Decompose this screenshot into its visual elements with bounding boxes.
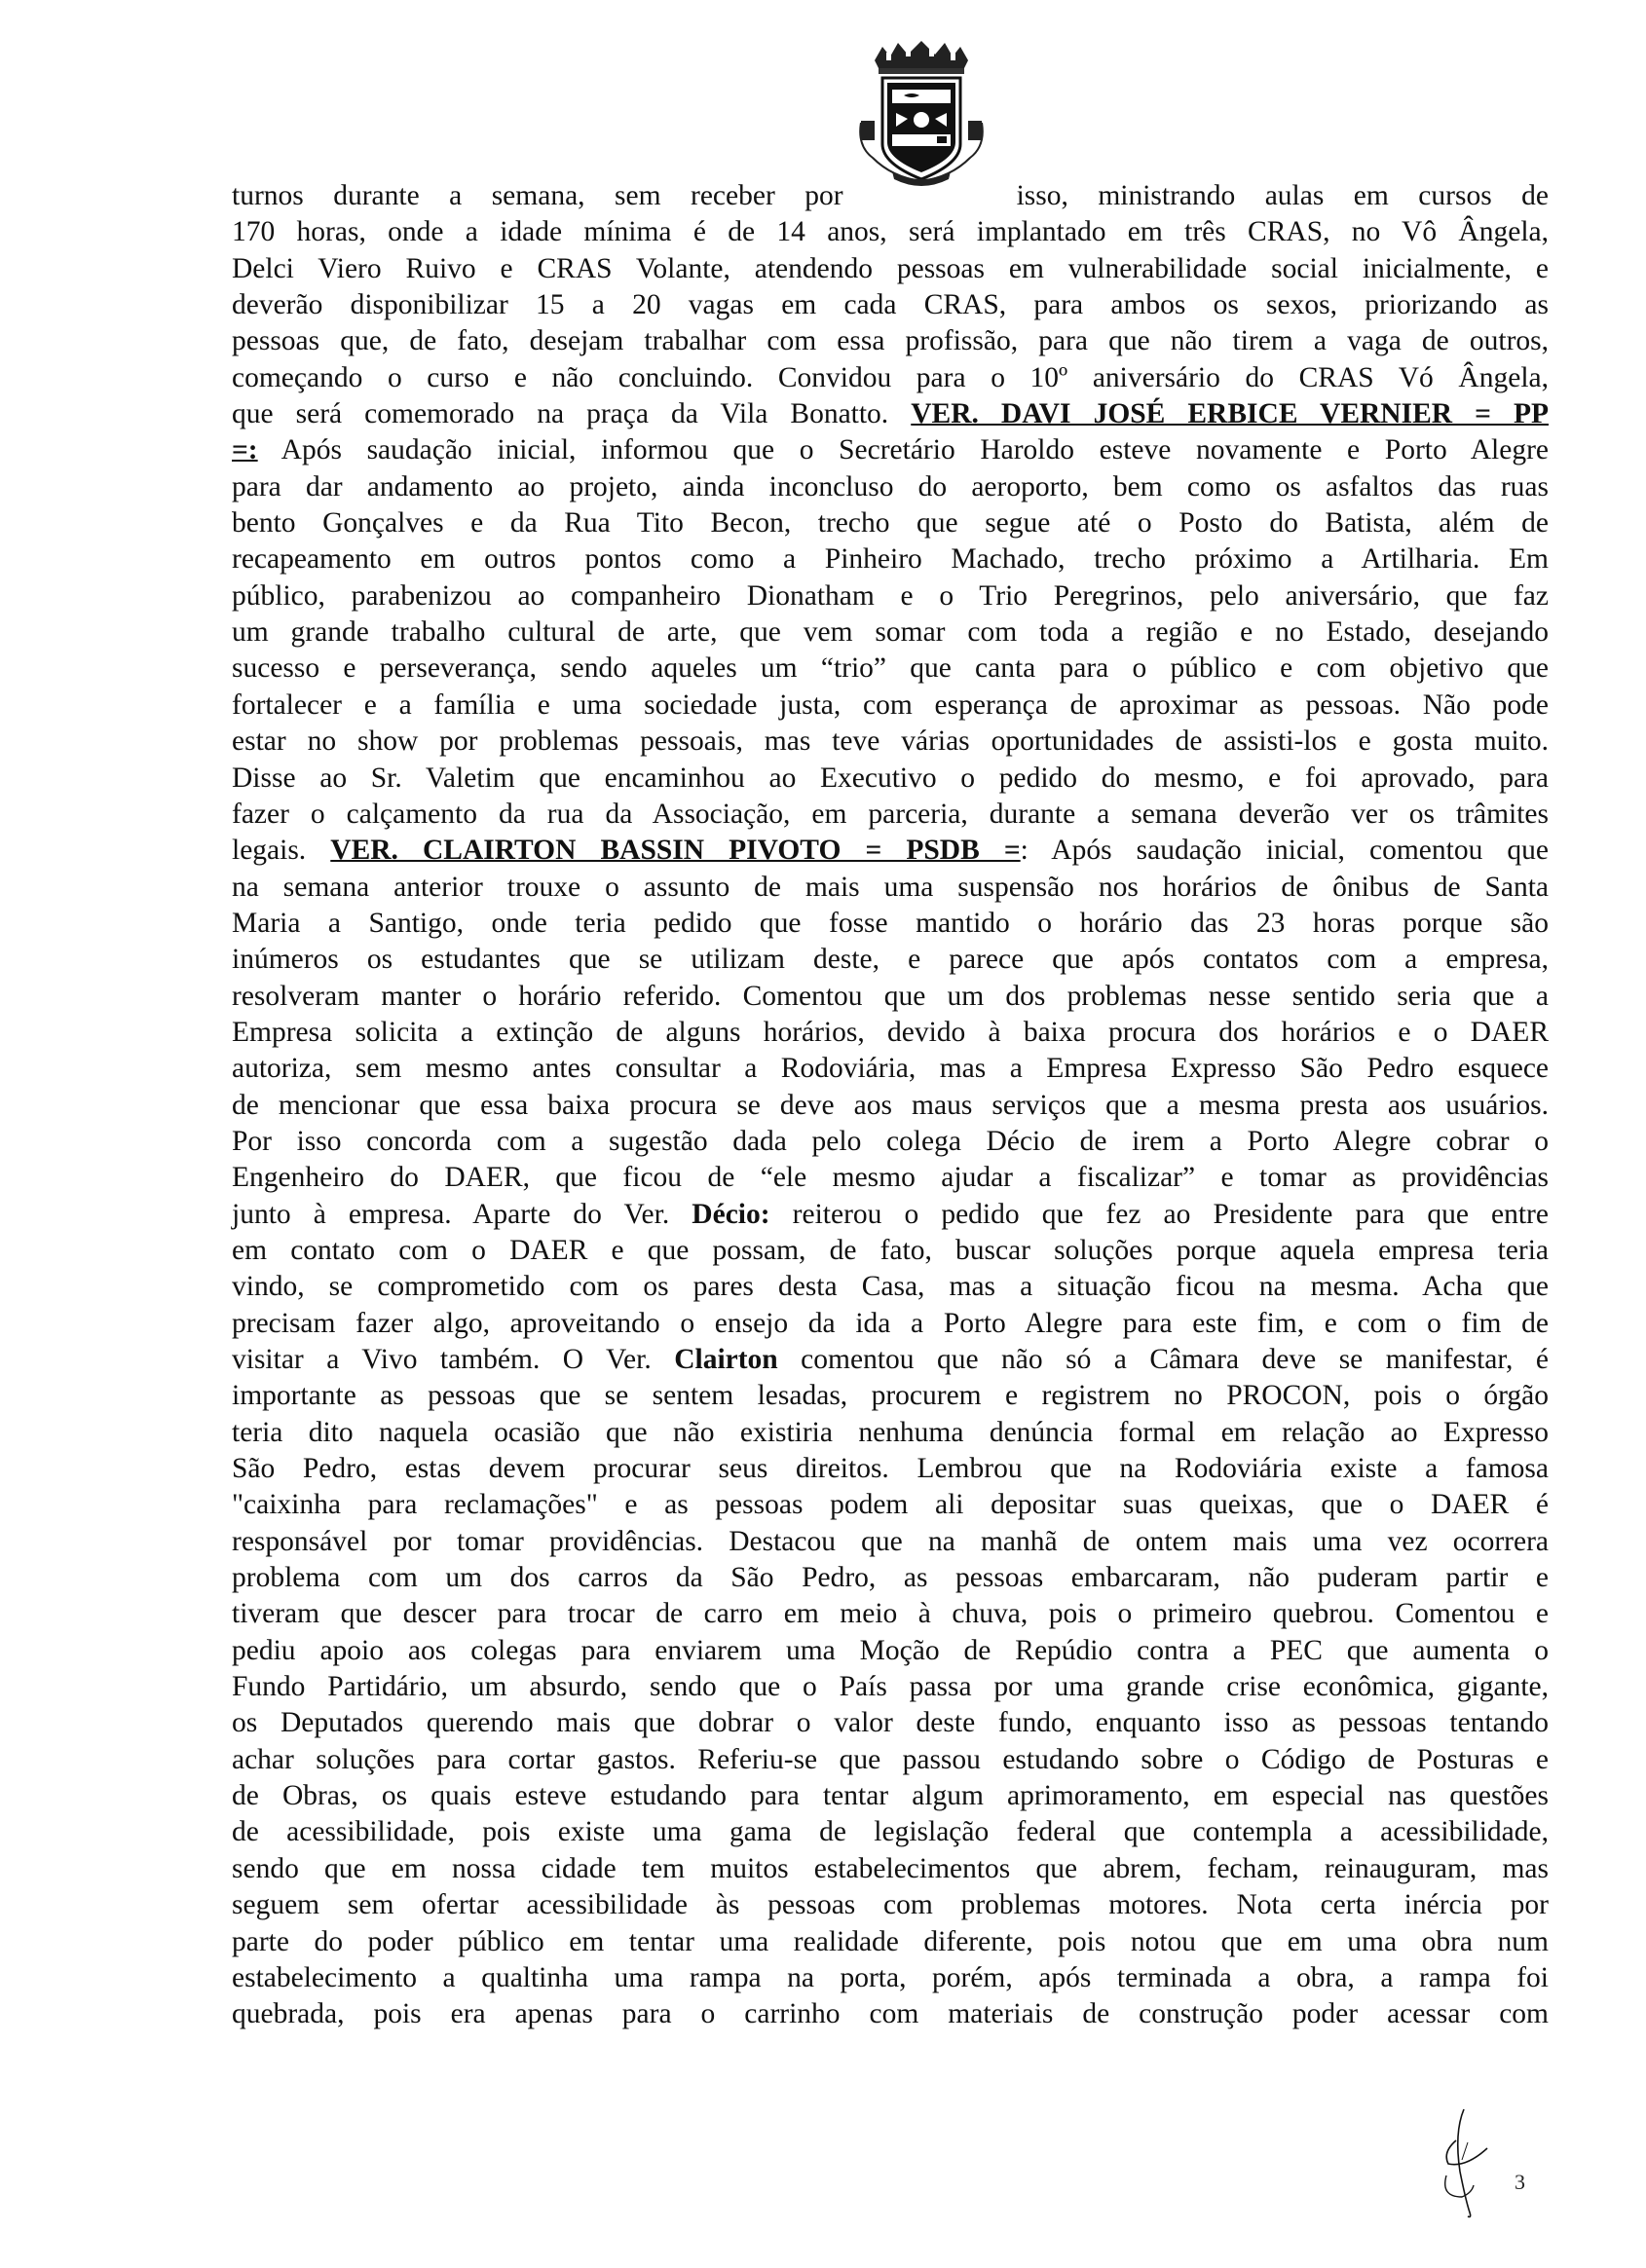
text-line: tiveram que descer para trocar de carro em meio à chuva, pois o primeiro quebrou. Comentou e	[232, 1598, 1549, 1630]
text-line	[232, 1342, 1549, 1378]
text-line	[232, 178, 1549, 214]
text-segment: que será comemorado na praça da Vila Bonatto.	[232, 398, 912, 430]
text-segment: isso, ministrando aulas em cursos de	[1016, 180, 1549, 211]
text-segment: : Após saudação inicial, comentou que	[1020, 835, 1550, 867]
text-segment: comentou que não só a Câmara deve se manifestar, é	[777, 1344, 1549, 1375]
text-line: fazer o calçamento da rua da Associação, em parceria, durante a semana deverão ver os trâmites	[232, 798, 1549, 830]
text-line: problema com um dos carros da São Pedro, as pessoas embarcaram, não puderam partir e	[232, 1562, 1549, 1594]
text-line	[232, 432, 1549, 468]
text-line: 170 horas, onde a idade mínima é de 14 anos, será implantado em três CRAS, no Vô Ângela,	[232, 216, 1549, 248]
text-line: vindo, se comprometido com os pares desta Casa, mas a situação ficou na mesma. Acha que	[232, 1271, 1549, 1303]
text-line: de Obras, os quais esteve estudando para tentar algum aprimoramento, em especial nas questões	[232, 1780, 1549, 1812]
text-line: achar soluções para cortar gastos. Referiu-se que passou estudando sobre o Código de Posturas e	[232, 1743, 1549, 1775]
text-line: "caixinha para reclamações" e as pessoas podem ali depositar suas queixas, que o DAER é	[232, 1489, 1549, 1521]
text-line: autoriza, sem mesmo antes consultar a Rodoviária, mas a Empresa Expresso São Pedro esquece	[232, 1053, 1549, 1085]
text-line: na semana anterior trouxe o assunto de mais uma suspensão nos horários de ônibus de Santa	[232, 871, 1549, 903]
text-line: teria dito naquela ocasião que não existiria nenhuma denúncia formal em relação ao Expresso	[232, 1416, 1549, 1448]
text-line	[232, 2033, 1549, 2069]
text-line: recapeamento em outros pontos como a Pinheiro Machado, trecho próximo a Artilharia. Em	[232, 543, 1549, 576]
text-line: Fundo Partidário, um absurdo, sendo que o País passa por uma grande crise econômica, gigante,	[232, 1671, 1549, 1703]
text-line: estabelecimento a qualtinha uma rampa na porta, porém, após terminada a obra, a rampa foi	[232, 1961, 1549, 1993]
text-segment: reiterou o pedido que fez ao Presidente para que entre	[769, 1198, 1549, 1230]
text-line: Delci Viero Ruivo e CRAS Volante, atendendo pessoas em vulnerabilidade social inicialmente, e	[232, 252, 1549, 284]
text-line: resolveram manter o horário referido. Comentou que um dos problemas nesse sentido seria que a	[232, 980, 1549, 1012]
text-line: deverão disponibilizar 15 a 20 vagas em cada CRAS, para ambos os sexos, priorizando as	[232, 289, 1549, 321]
text-line: pediu apoio aos colegas para enviarem uma Moção de Repúdio contra a PEC que aumenta o	[232, 1634, 1549, 1666]
text-line: importante as pessoas que se sentem lesadas, procurem e registrem no PROCON, pois o órgão	[232, 1380, 1549, 1412]
municipal-crest-logo	[853, 39, 990, 193]
text-line: de acessibilidade, pois existe uma gama de legislação federal que contempla a acessibilidade,	[232, 1816, 1549, 1848]
text-segment: junto à empresa. Aparte do Ver.	[232, 1198, 692, 1230]
text-line: Por isso concorda com a sugestão dada pelo colega Décio de irem a Porto Alegre cobrar o	[232, 1125, 1549, 1157]
text-segment: Após saudação inicial, informou que o Secretário Haroldo esteve novamente e Porto Alegre	[257, 434, 1549, 466]
text-line: pessoas que, de fato, desejam trabalhar com essa profissão, para que não tirem a vaga de outros,	[232, 325, 1549, 357]
speaker-heading-clairton: VER. CLAIRTON BASSIN PIVOTO = PSDB =	[330, 835, 1021, 867]
handwritten-initials-signature	[1427, 2103, 1524, 2220]
text-line: Engenheiro do DAER, que ficou de “ele mesmo ajudar a fiscalizar” e tomar as providências	[232, 1162, 1549, 1194]
text-line: os Deputados querendo mais que dobrar o valor deste fundo, enquanto isso as pessoas tentando	[232, 1707, 1549, 1739]
text-line: Disse ao Sr. Valetim que encaminhou ao Executivo o pedido do mesmo, e foi aprovado, para	[232, 762, 1549, 794]
text-line: São Pedro, estas devem procurar seus direitos. Lembrou que na Rodoviária existe a famosa	[232, 1453, 1549, 1485]
speaker-heading-davi: VER. DAVI JOSÉ ERBICE VERNIER = PP	[911, 398, 1549, 430]
text-segment: turnos durante a semana, sem receber por	[232, 180, 843, 211]
text-line: inúmeros os estudantes que se utilizam deste, e parece que após contatos com a empresa,	[232, 944, 1549, 976]
text-line: um grande trabalho cultural de arte, que vem somar com toda a região e no Estado, desejando	[232, 616, 1549, 649]
text-line	[232, 1197, 1549, 1233]
text-line	[232, 833, 1549, 869]
text-line	[232, 396, 1549, 432]
text-line: fortalecer e a família e uma sociedade justa, com esperança de aproximar as pessoas. Não pode	[232, 688, 1549, 721]
text-line: quebrada, pois era apenas para o carrinho com materiais de construção poder acessar com	[232, 1998, 1549, 2030]
text-line: sendo que em nossa cidade tem muitos estabelecimentos que abrem, fecham, reinauguram, mas	[232, 1852, 1549, 1884]
minutes-body-text	[232, 178, 1549, 2069]
text-line: Empresa solicita a extinção de alguns horários, devido à baixa procura dos horários e o DAER	[232, 1016, 1549, 1048]
text-line: precisam fazer algo, aproveitando o ensejo da ida a Porto Alegre para este fim, e com o fim de	[232, 1307, 1549, 1339]
text-segment: visitar a Vivo também. O Ver.	[232, 1344, 675, 1375]
text-line: Maria a Santigo, onde teria pedido que fosse mantido o horário das 23 horas porque são	[232, 907, 1549, 939]
speaker-name-decio: Décio:	[692, 1198, 770, 1230]
text-line: bento Gonçalves e da Rua Tito Becon, trecho que segue até o Posto do Batista, além de	[232, 507, 1549, 539]
text-line: de mencionar que essa baixa procura se deve aos maus serviços que a mesma presta aos usuários.	[232, 1089, 1549, 1121]
text-line: em contato com o DAER e que possam, de fato, buscar soluções porque aquela empresa teria	[232, 1234, 1549, 1266]
text-line: parte do poder público em tentar uma realidade diferente, pois notou que em uma obra num	[232, 1925, 1549, 1957]
text-line: público, parabenizou ao companheiro Dionatham e o Trio Peregrinos, pelo aniversário, que faz	[232, 579, 1549, 612]
text-line: começando o curso e não concluindo. Convidou para o 10º aniversário do CRAS Vó Ângela,	[232, 361, 1549, 393]
speaker-heading-davi-end: =:	[232, 434, 258, 466]
text-line: estar no show por problemas pessoais, mas teve várias oportunidades de assisti-los e gosta muito.	[232, 725, 1549, 758]
page-number: 3	[1515, 2170, 1525, 2194]
text-line: sucesso e perseverança, sendo aqueles um “trio” que canta para o público e com objetivo que	[232, 652, 1549, 685]
text-line: responsável por tomar providências. Destacou que na manhã de ontem mais uma vez ocorrera	[232, 1525, 1549, 1557]
text-segment: legais.	[232, 835, 331, 867]
text-line: seguem sem ofertar acessibilidade às pessoas com problemas motores. Nota certa inércia por	[232, 1889, 1549, 1921]
speaker-name-clairton: Clairton	[674, 1344, 778, 1375]
text-line: para dar andamento ao projeto, ainda inconcluso do aeroporto, bem como os asfaltos das ruas	[232, 470, 1549, 502]
